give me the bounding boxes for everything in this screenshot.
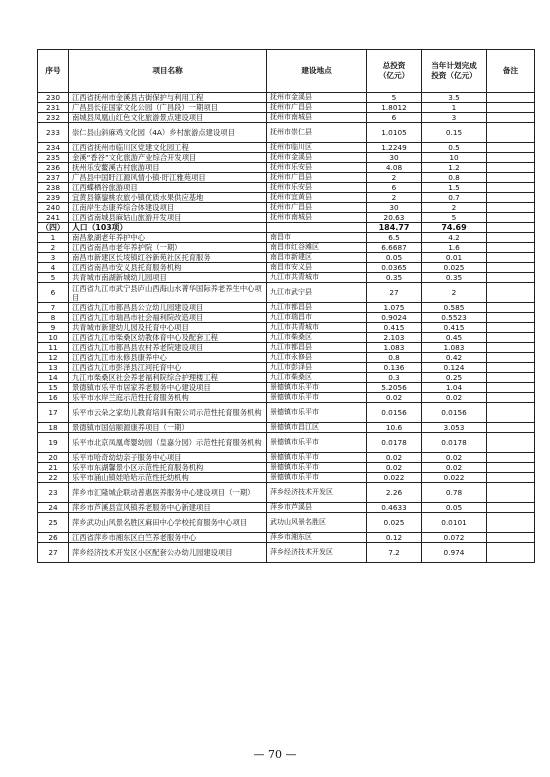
- note-cell: [487, 323, 535, 333]
- project-name-cell: 南昌市新建区长堎镇红谷新苑社区托育服务: [69, 253, 267, 263]
- note-cell: [487, 233, 535, 243]
- location-cell: 九江市共青城市: [267, 323, 367, 333]
- row-number-cell: 4: [38, 263, 69, 273]
- table-row: [38, 233, 535, 243]
- annual-plan-cell: 0.7: [422, 193, 487, 203]
- project-name-cell: 江西省九江市柴桑区幼教体育中心及配套工程: [69, 333, 267, 343]
- location-cell: 萍乡市芦溪县: [267, 503, 367, 513]
- row-number-cell: 18: [38, 423, 69, 433]
- table-row: [38, 403, 535, 423]
- annual-plan-cell: 0.0178: [422, 433, 487, 453]
- row-number-cell: 11: [38, 343, 69, 353]
- annual-plan-cell: 4.2: [422, 233, 487, 243]
- project-name-cell: 南昌象湖老年养护中心: [69, 233, 267, 243]
- location-cell: 抚州市乐安县: [267, 163, 367, 173]
- location-cell: 景德镇市乐平市: [267, 473, 367, 483]
- row-number-cell: 23: [38, 483, 69, 503]
- project-name-cell: 萍乡市芦溪县宣风镇养老服务中心新建项目: [69, 503, 267, 513]
- table-row: [38, 203, 535, 213]
- location-cell: 景德镇市乐平市: [267, 393, 367, 403]
- row-number-cell: 234: [38, 143, 69, 153]
- row-number-cell: 239: [38, 193, 69, 203]
- location-cell: 九江市共青城市: [267, 273, 367, 283]
- total-investment-cell: 0.02: [367, 393, 422, 403]
- table-row: [38, 393, 535, 403]
- note-cell: [487, 183, 535, 193]
- note-cell: [487, 103, 535, 113]
- note-cell: [487, 303, 535, 313]
- annual-plan-cell: 74.69: [422, 223, 487, 233]
- table-row: [38, 253, 535, 263]
- row-number-cell: 26: [38, 533, 69, 543]
- total-investment-cell: 0.025: [367, 513, 422, 533]
- project-name-cell: 九江市柴桑区社会养老福利院综合护理楼工程: [69, 373, 267, 383]
- row-number-cell: 27: [38, 543, 69, 563]
- table-row: [38, 113, 535, 123]
- project-name-cell: 共青城市新建幼儿园及托育中心项目: [69, 323, 267, 333]
- project-name-cell: 江西省抚州市金溪县古街保护与利用工程: [69, 93, 267, 103]
- total-investment-cell: 20.63: [367, 213, 422, 223]
- note-cell: [487, 363, 535, 373]
- annual-plan-cell: 0.02: [422, 393, 487, 403]
- total-investment-cell: 6.5: [367, 233, 422, 243]
- total-investment-cell: 0.02: [367, 463, 422, 473]
- annual-plan-cell: 0.0101: [422, 513, 487, 533]
- location-cell: 九江市瑞昌市: [267, 313, 367, 323]
- table-row: [38, 313, 535, 323]
- header-total-investment: 总投资 （亿元）: [367, 50, 422, 93]
- annual-plan-cell: 0.02: [422, 463, 487, 473]
- table-row: [38, 263, 535, 273]
- annual-plan-cell: 2: [422, 283, 487, 303]
- location-cell: 九江市永修县: [267, 353, 367, 363]
- project-name-cell: 广昌县长征国家文化公园（广昌段）一期项目: [69, 103, 267, 113]
- annual-plan-cell: 3: [422, 113, 487, 123]
- row-number-cell: 1: [38, 233, 69, 243]
- note-cell: [487, 543, 535, 563]
- annual-plan-cell: 0.35: [422, 273, 487, 283]
- table-row: [38, 543, 535, 563]
- note-cell: [487, 513, 535, 533]
- row-number-cell: 10: [38, 333, 69, 343]
- project-name-cell: 萍乡市汇隆城企联动普惠医养服务中心建设项目（一期）: [69, 483, 267, 503]
- project-name-cell: 江西省萍乡市湘东区白竺养老服务中心: [69, 533, 267, 543]
- project-name-cell: 江西省抚州市临川区党建文化园工程: [69, 143, 267, 153]
- note-cell: [487, 163, 535, 173]
- project-name-cell: 江西省南昌市安义县托育服务机构: [69, 263, 267, 273]
- project-name-cell: 江西省南昌市老年养护院（一期）: [69, 243, 267, 253]
- total-investment-cell: 184.77: [367, 223, 422, 233]
- note-cell: [487, 473, 535, 483]
- annual-plan-cell: 1.083: [422, 343, 487, 353]
- location-cell: 景德镇市乐平市: [267, 453, 367, 463]
- annual-plan-cell: 1.5: [422, 183, 487, 193]
- location-cell: 抚州市崇仁县: [267, 123, 367, 143]
- project-name-cell: 景德镇市乐平市居家养老服务中心建设项目: [69, 383, 267, 393]
- table-row: [38, 333, 535, 343]
- total-investment-cell: 0.0178: [367, 433, 422, 453]
- row-number-cell: 235: [38, 153, 69, 163]
- row-number-cell: 230: [38, 93, 69, 103]
- table-row: [38, 353, 535, 363]
- project-name-cell: 萍乡武功山风景名胜区麻田中心学校托育服务中心项目: [69, 513, 267, 533]
- total-investment-cell: 0.35: [367, 273, 422, 283]
- location-cell: 抚州市南城县: [267, 113, 367, 123]
- project-name-cell: 江西省九江市都昌县农村养老院建设项目: [69, 343, 267, 353]
- location-cell: 抚州市广昌县: [267, 173, 367, 183]
- row-number-cell: 240: [38, 203, 69, 213]
- total-investment-cell: 1.8012: [367, 103, 422, 113]
- header-no: 序号: [38, 50, 69, 93]
- total-investment-cell: 1.0105: [367, 123, 422, 143]
- annual-plan-cell: 1: [422, 103, 487, 113]
- location-cell: 抚州市金溪县: [267, 93, 367, 103]
- note-cell: [487, 153, 535, 163]
- note-cell: [487, 483, 535, 503]
- note-cell: [487, 173, 535, 183]
- table-row: [38, 453, 535, 463]
- annual-plan-cell: 2: [422, 203, 487, 213]
- project-name-cell: 江西省南城县麻姑山旅游开发项目: [69, 213, 267, 223]
- header-project-name: 项目名称: [69, 50, 267, 93]
- project-table: [37, 49, 535, 563]
- total-investment-cell: 10.6: [367, 423, 422, 433]
- total-investment-cell: 0.0156: [367, 403, 422, 423]
- note-cell: [487, 383, 535, 393]
- annual-plan-cell: 0.124: [422, 363, 487, 373]
- project-name-cell: 南城县凤凰山红色文化旅游景点建设项目: [69, 113, 267, 123]
- row-number-cell: 2: [38, 243, 69, 253]
- location-cell: 九江市武宁县: [267, 283, 367, 303]
- row-number-cell: 7: [38, 303, 69, 313]
- project-name-cell: 抚州乐安鳌溪古村旅游项目: [69, 163, 267, 173]
- table-row: [38, 173, 535, 183]
- location-cell: 景德镇市乐平市: [267, 433, 367, 453]
- table-row: [38, 123, 535, 143]
- total-investment-cell: 6: [367, 183, 422, 193]
- table-row: [38, 383, 535, 393]
- annual-plan-cell: 0.01: [422, 253, 487, 263]
- location-cell: 抚州市乐安县: [267, 183, 367, 193]
- table-row: [38, 213, 535, 223]
- table-row: [38, 343, 535, 353]
- project-name-cell: 江西省九江市瑞昌市社会福利院改造项目: [69, 313, 267, 323]
- table-row: [38, 303, 535, 313]
- total-investment-cell: 0.415: [367, 323, 422, 333]
- row-number-cell: 237: [38, 173, 69, 183]
- annual-plan-cell: 0.585: [422, 303, 487, 313]
- location-cell: 抚州市南城县: [267, 213, 367, 223]
- annual-plan-cell: 0.415: [422, 323, 487, 333]
- project-name-cell: 江西省九江市都昌县公立幼儿园建设项目: [69, 303, 267, 313]
- row-number-cell: 16: [38, 393, 69, 403]
- total-investment-cell: 0.9024: [367, 313, 422, 323]
- note-cell: [487, 463, 535, 473]
- table-row: [38, 323, 535, 333]
- total-investment-cell: 0.8: [367, 353, 422, 363]
- annual-plan-cell: 0.42: [422, 353, 487, 363]
- annual-plan-cell: 3.053: [422, 423, 487, 433]
- table-row: [38, 183, 535, 193]
- total-investment-cell: 0.0365: [367, 263, 422, 273]
- row-number-cell: 19: [38, 433, 69, 453]
- annual-plan-cell: 1.04: [422, 383, 487, 393]
- note-cell: [487, 353, 535, 363]
- note-cell: [487, 423, 535, 433]
- table-row: [38, 153, 535, 163]
- total-investment-cell: 7.2: [367, 543, 422, 563]
- table-row: [38, 423, 535, 433]
- note-cell: [487, 113, 535, 123]
- total-investment-cell: 27: [367, 283, 422, 303]
- project-name-cell: 江西蝶栖谷旅游项目: [69, 183, 267, 193]
- project-name-cell: 广昌县中国盱江源风情小镇·盱江雅苑项目: [69, 173, 267, 183]
- header-location: 建设地点: [267, 50, 367, 93]
- annual-plan-cell: 5: [422, 213, 487, 223]
- row-number-cell: 8: [38, 313, 69, 323]
- note-cell: [487, 273, 535, 283]
- table-row: [38, 463, 535, 473]
- row-number-cell: 21: [38, 463, 69, 473]
- row-number-cell: 231: [38, 103, 69, 113]
- project-name-cell: 乐平市云朵之家幼儿教育培训有限公司示范性托育服务机构: [69, 403, 267, 423]
- location-cell: 抚州市广昌县: [267, 103, 367, 113]
- project-name-cell: 江南岸生态康养综合体建设项目: [69, 203, 267, 213]
- row-number-cell: 20: [38, 453, 69, 463]
- table-row: [38, 533, 535, 543]
- note-cell: [487, 313, 535, 323]
- row-number-cell: 5: [38, 273, 69, 283]
- annual-plan-cell: 0.5523: [422, 313, 487, 323]
- total-investment-cell: 2.26: [367, 483, 422, 503]
- location-cell: 九江市都昌县: [267, 343, 367, 353]
- row-number-cell: 13: [38, 363, 69, 373]
- location-cell: 武功山风景名胜区: [267, 513, 367, 533]
- note-cell: [487, 403, 535, 423]
- total-investment-cell: 0.02: [367, 453, 422, 463]
- total-investment-cell: 30: [367, 153, 422, 163]
- annual-plan-cell: 0.78: [422, 483, 487, 503]
- note-cell: [487, 453, 535, 463]
- row-number-cell: 24: [38, 503, 69, 513]
- total-investment-cell: 2: [367, 193, 422, 203]
- project-name-cell: 景德镇市国信颐源康养项目（一期）: [69, 423, 267, 433]
- annual-plan-cell: 0.0156: [422, 403, 487, 423]
- note-cell: [487, 433, 535, 453]
- total-investment-cell: 1.2249: [367, 143, 422, 153]
- section-row: [38, 223, 535, 233]
- annual-plan-cell: 0.15: [422, 123, 487, 143]
- annual-plan-cell: 0.072: [422, 533, 487, 543]
- project-name-cell: 共青城市南湖新城幼儿园项目: [69, 273, 267, 283]
- table-row: [38, 373, 535, 383]
- annual-plan-cell: 1.2: [422, 163, 487, 173]
- document-page: [37, 49, 534, 563]
- note-cell: [487, 143, 535, 153]
- table-row: [38, 243, 535, 253]
- location-cell: 萍乡经济技术开发区: [267, 543, 367, 563]
- location-cell: 九江市都昌县: [267, 303, 367, 313]
- total-investment-cell: 6.6687: [367, 243, 422, 253]
- row-number-cell: 17: [38, 403, 69, 423]
- location-cell: 景德镇市乐平市: [267, 463, 367, 473]
- header-annual-plan: 当年计划完成 投资（亿元）: [422, 50, 487, 93]
- total-investment-cell: 2: [367, 173, 422, 183]
- location-cell: 抚州市临川区: [267, 143, 367, 153]
- table-row: [38, 483, 535, 503]
- annual-plan-cell: 0.8: [422, 173, 487, 183]
- note-cell: [487, 533, 535, 543]
- total-investment-cell: 4.08: [367, 163, 422, 173]
- row-number-cell: 22: [38, 473, 69, 483]
- total-investment-cell: 30: [367, 203, 422, 213]
- location-cell: 景德镇市乐平市: [267, 403, 367, 423]
- note-cell: [487, 243, 535, 253]
- project-name-cell: 乐平市东湖馨景小区示范性托育服务机构: [69, 463, 267, 473]
- row-number-cell: 238: [38, 183, 69, 193]
- table-row: [38, 163, 535, 173]
- project-name-cell: 萍乡经济技术开发区小区配套公办幼儿园建设项目: [69, 543, 267, 563]
- row-number-cell: 14: [38, 373, 69, 383]
- header-note: 备注: [487, 50, 535, 93]
- location-cell: 九江市柴桑区: [267, 333, 367, 343]
- location-cell: 抚州市宜黄县: [267, 193, 367, 203]
- annual-plan-cell: 0.022: [422, 473, 487, 483]
- total-investment-cell: 1.075: [367, 303, 422, 313]
- location-cell: 景德镇市乐平市: [267, 383, 367, 393]
- total-investment-cell: 0.022: [367, 473, 422, 483]
- location-cell: 抚州市广昌县: [267, 203, 367, 213]
- project-name-cell: 宜黄县篠鋆桃农旅小镇优质水果供应基地: [69, 193, 267, 203]
- annual-plan-cell: 1.6: [422, 243, 487, 253]
- location-cell: 萍乡经济技术开发区: [267, 483, 367, 503]
- project-name-cell: 乐平市涌山镇娃哈哈示范性托幼机构: [69, 473, 267, 483]
- note-cell: [487, 213, 535, 223]
- row-number-cell: 241: [38, 213, 69, 223]
- annual-plan-cell: 10: [422, 153, 487, 163]
- project-name-cell: 金溪“香谷”文化旅游产业综合开发项目: [69, 153, 267, 163]
- note-cell: [487, 223, 535, 233]
- total-investment-cell: 6: [367, 113, 422, 123]
- row-number-cell: （四）: [38, 223, 69, 233]
- project-name-cell: 乐平市哈奇幼幼亲子服务中心项目: [69, 453, 267, 463]
- total-investment-cell: 2.103: [367, 333, 422, 343]
- table-row: [38, 473, 535, 483]
- total-investment-cell: 0.12: [367, 533, 422, 543]
- table-body: [38, 93, 535, 563]
- location-cell: 九江市彭泽县: [267, 363, 367, 373]
- table-row: [38, 93, 535, 103]
- row-number-cell: 232: [38, 113, 69, 123]
- note-cell: [487, 283, 535, 303]
- location-cell: 景德镇市昌江区: [267, 423, 367, 433]
- table-row: [38, 193, 535, 203]
- location-cell: 萍乡市湘东区: [267, 533, 367, 543]
- row-number-cell: 236: [38, 163, 69, 173]
- table-row: [38, 433, 535, 453]
- note-cell: [487, 203, 535, 213]
- row-number-cell: 15: [38, 383, 69, 393]
- project-name-cell: 人口（103项）: [69, 223, 267, 233]
- note-cell: [487, 93, 535, 103]
- note-cell: [487, 123, 535, 143]
- table-row: [38, 363, 535, 373]
- table-row: [38, 103, 535, 113]
- total-investment-cell: 5: [367, 93, 422, 103]
- table-row: [38, 513, 535, 533]
- project-name-cell: 江西省九江市武宁县庐山西海山水菁华国际养老养生中心项目: [69, 283, 267, 303]
- row-number-cell: 12: [38, 353, 69, 363]
- annual-plan-cell: 3.5: [422, 93, 487, 103]
- row-number-cell: 25: [38, 513, 69, 533]
- location-cell: 南昌市红谷滩区: [267, 243, 367, 253]
- project-name-cell: 江西省九江市彭泽县江河托育中心: [69, 363, 267, 373]
- total-investment-cell: 0.05: [367, 253, 422, 263]
- total-investment-cell: 0.136: [367, 363, 422, 373]
- note-cell: [487, 393, 535, 403]
- total-investment-cell: 0.4633: [367, 503, 422, 513]
- location-cell: 南昌市安义县: [267, 263, 367, 273]
- total-investment-cell: 5.2056: [367, 383, 422, 393]
- note-cell: [487, 263, 535, 273]
- annual-plan-cell: 0.974: [422, 543, 487, 563]
- annual-plan-cell: 0.25: [422, 373, 487, 383]
- location-cell: 南昌市新建区: [267, 253, 367, 263]
- location-cell: 南昌市: [267, 233, 367, 243]
- note-cell: [487, 343, 535, 353]
- project-name-cell: 江西省九江市永修县康养中心: [69, 353, 267, 363]
- row-number-cell: 3: [38, 253, 69, 263]
- note-cell: [487, 193, 535, 203]
- table-row: [38, 503, 535, 513]
- annual-plan-cell: 0.02: [422, 453, 487, 463]
- annual-plan-cell: 0.05: [422, 503, 487, 513]
- note-cell: [487, 503, 535, 513]
- project-name-cell: 崇仁县山斜麻鸡文化园（4A）乡村旅游点建设项目: [69, 123, 267, 143]
- project-name-cell: 乐平市水岸兰庭示范性托育服务机构: [69, 393, 267, 403]
- row-number-cell: 6: [38, 283, 69, 303]
- annual-plan-cell: 0.45: [422, 333, 487, 343]
- note-cell: [487, 373, 535, 383]
- table-row: [38, 273, 535, 283]
- location-cell: [267, 223, 367, 233]
- project-name-cell: 乐平市北京凤凰鸢婴幼园（皇嘉分园）示范性托育服务机构: [69, 433, 267, 453]
- location-cell: 抚州市金溪县: [267, 153, 367, 163]
- table-row: [38, 143, 535, 153]
- note-cell: [487, 253, 535, 263]
- table-row: [38, 283, 535, 303]
- total-investment-cell: 1.083: [367, 343, 422, 353]
- note-cell: [487, 333, 535, 343]
- annual-plan-cell: 0.5: [422, 143, 487, 153]
- page-number: — 70 —: [253, 748, 297, 761]
- row-number-cell: 9: [38, 323, 69, 333]
- total-investment-cell: 0.3: [367, 373, 422, 383]
- location-cell: 九江市柴桑区: [267, 373, 367, 383]
- annual-plan-cell: 0.025: [422, 263, 487, 273]
- row-number-cell: 233: [38, 123, 69, 143]
- table-header-row: [38, 50, 535, 93]
